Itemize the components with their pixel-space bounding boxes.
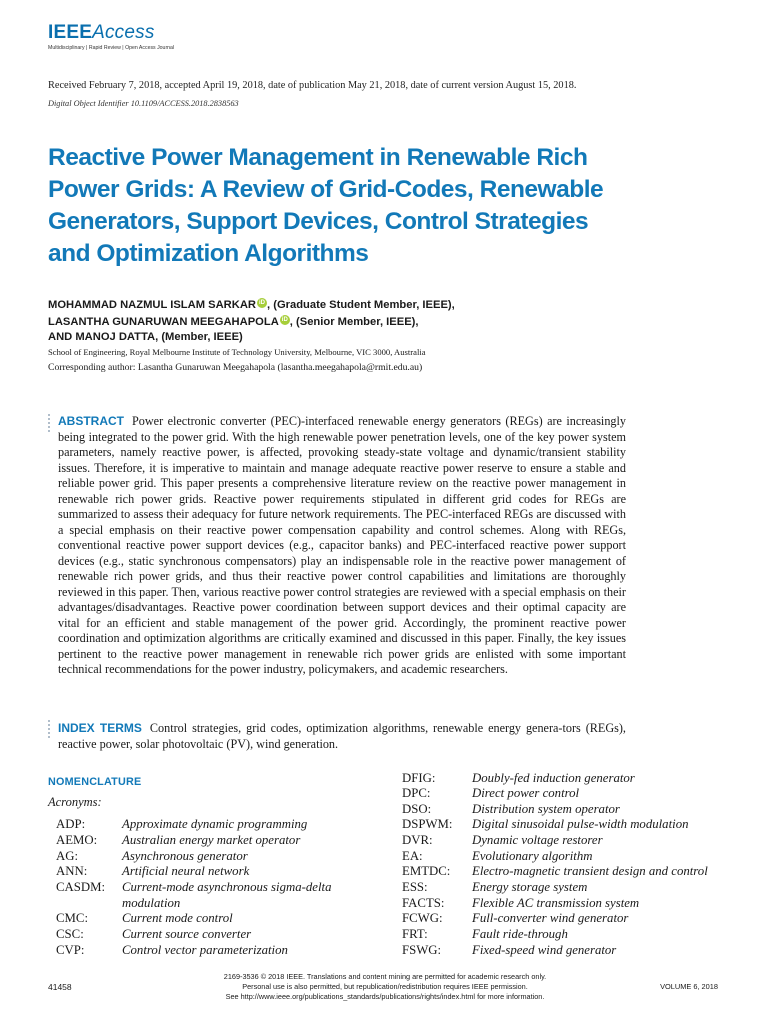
acronym-definition: Dynamic voltage restorer [472, 833, 603, 847]
acronym: ESS: [402, 880, 428, 894]
author-name: MOHAMMAD NAZMUL ISLAM SARKAR [48, 299, 256, 311]
author-line [48, 331, 243, 343]
doi[interactable]: Digital Object Identifier 10.1109/ACCESS.2018.2838563 [48, 99, 239, 108]
copyright-line: Personal use is also permitted, but republication/redistribution requires IEEE permission. [242, 982, 528, 991]
acronym-definition: Australian energy market operator [122, 833, 301, 847]
acronym: DFIG: [402, 771, 436, 785]
acronym-definition: Asynchronous generator [122, 849, 248, 863]
section-marker-icon [46, 720, 52, 740]
acronym: DSPWM: [402, 817, 453, 831]
copyright-line: 2169-3536 © 2018 IEEE. Translations and content mining are permitted for academic research only. [223, 972, 547, 981]
acronym: CVP: [56, 943, 85, 957]
acronym: AEMO: [56, 833, 98, 847]
acronym-definition: Current mode control [122, 911, 233, 925]
index-terms [58, 720, 626, 752]
journal-tagline: Multidisciplinary | Rapid Review | Open Access Journal [48, 45, 175, 51]
title-line: Generators, Support Devices, Control Strategies [48, 208, 589, 235]
author-role: , (Senior Member, IEEE), [289, 316, 419, 328]
acronym-definition: Doubly-fed induction generator [472, 771, 635, 785]
acronym: EMTDC: [402, 864, 451, 878]
acronym: CMC: [56, 911, 89, 925]
acronym: EA: [402, 849, 423, 863]
acronym: CSC: [56, 927, 84, 941]
acronym-definition: Full-converter wind generator [472, 911, 629, 925]
index-terms-label: INDEX TERMS [58, 721, 142, 735]
copyright-notice [190, 972, 580, 1002]
index-terms-text: Control strategies, grid codes, optimization algorithms, renewable energy genera-tors (REGs), reactive power, solar photovoltaic (PV), wind generation. [58, 721, 626, 751]
acronym: FSWG: [402, 943, 442, 957]
abstract-label: ABSTRACT [58, 414, 124, 428]
acronym: ANN: [56, 864, 88, 878]
received-dates: Received February 7, 2018, accepted April 19, 2018, date of publication May 21, 2018, date of current version August 15, 2018. [48, 80, 577, 91]
author-role: , (Graduate Student Member, IEEE), [267, 299, 455, 311]
acronym-definition: Fault ride-through [472, 927, 568, 941]
acronym-definition: Artificial neural network [122, 864, 250, 878]
acronym-definition: Digital sinusoidal pulse-width modulation [472, 817, 689, 831]
abstract [58, 414, 626, 678]
brand-access: Access [92, 22, 155, 43]
acronym: FRT: [402, 927, 428, 941]
affiliation: School of Engineering, Royal Melbourne Institute of Technology University, Melbourne, VIC 3000, Australia [48, 347, 426, 357]
orcid-icon[interactable]: iD [259, 300, 265, 306]
acronyms-subheading: Acronyms: [48, 795, 102, 809]
brand-ieee: IEEE [48, 22, 93, 43]
acronym-definition: Control vector parameterization [122, 943, 288, 957]
volume-label: VOLUME 6, 2018 [660, 982, 718, 991]
page-number: 41458 [48, 982, 72, 992]
author-role: , (Member, IEEE) [155, 331, 243, 343]
author-name: AND MANOJ DATTA [48, 331, 156, 343]
acronym: FCWG: [402, 911, 443, 925]
section-marker-icon [46, 414, 52, 434]
acronym-definition: Energy storage system [472, 880, 588, 894]
acronym-definition: Fixed-speed wind generator [472, 943, 617, 957]
acronym: CASDM: [56, 880, 106, 894]
author-name: LASANTHA GUNARUWAN MEEGAHAPOLA [48, 316, 279, 328]
title-line: Power Grids: A Review of Grid-Codes, Renewable [48, 176, 604, 203]
acronym: DVR: [402, 833, 433, 847]
acronym-definition: Distribution system operator [472, 802, 620, 816]
acronym: DSO: [402, 802, 432, 816]
orcid-icon[interactable]: iD [281, 317, 288, 323]
journal-logo [48, 22, 174, 51]
acronym-definition: Current-mode asynchronous sigma-delta modulation [122, 880, 332, 910]
title-line: Reactive Power Management in Renewable Rich [48, 144, 588, 171]
abstract-text: Power electronic converter (PEC)-interfaced renewable energy generators (REGs) are increasingly being integrated to the power grid. With the high renewable power penetration levels, one of the key power system parameters, namely reactive power, is affected, provoking steady-state voltage and dynamic/transient stability issues. Therefore, it is imperative to maintain and manage adequate reactive power reserve to ensure a stable and reliable power grid. This paper presents a comprehensive literature review on the reactive power management in renewable rich power grids. Reactive power requirements stipulated in different grid codes for REGs are summarized to assess their adequacy for future network requirements. The PEC-interfaced REGs are discussed with a special emphasis on their reactive power compensation capability and control schemes. Along with REGs, conventional reactive power support devices (e.g., capacitor banks) and PEC-interfaced reactive power support devices (e.g., static synchronous compensators) play an indispensable role in the reactive power management of renewable rich power grids, and thus their reactive power control capabilities and limitations are thoroughly reviewed in this paper. Then, various reactive power control strategies are reviewed with a special emphasis on their advantages/disadvantages. Reactive power coordination between support devices and their optimal capacity are vital for an efficient and stable management of the power grid. Accordingly, the prominent reactive power coordination and optimization algorithms are critically examined and discussed in this paper. Finally, the key issues pertinent to the reactive power management in renewable rich power grids are enlisted with some important technical recommendations for the power industry, policymakers, and academic researchers. [58, 414, 626, 676]
acronym-definition: Electro-magnetic transient design and control [472, 864, 708, 878]
nomenclature-heading: NOMENCLATURE [48, 776, 142, 788]
acronym-definition: Current source converter [122, 927, 252, 941]
acronym-definition: Evolutionary algorithm [472, 849, 593, 863]
acronym-definition: Approximate dynamic programming [122, 817, 308, 831]
acronym: ADP: [56, 817, 86, 831]
acronym: DPC: [402, 786, 431, 800]
journal-brand [48, 22, 174, 44]
acronym: FACTS: [402, 896, 445, 910]
acronym-definition: Flexible AC transmission system [472, 896, 640, 910]
acronym: AG: [56, 849, 79, 863]
corresponding-author: Corresponding author: Lasantha Gunaruwan Meegahapola (lasantha.meegahapola@rmit.edu.au) [48, 362, 423, 373]
author-line [48, 315, 419, 328]
author-line [48, 298, 455, 311]
paper-title [48, 142, 708, 270]
acronym-definition: Direct power control [472, 786, 580, 800]
copyright-line[interactable]: See http://www.ieee.org/publications_standards/publications/rights/index.html for more information. [225, 992, 545, 1001]
title-line: and Optimization Algorithms [48, 240, 369, 267]
